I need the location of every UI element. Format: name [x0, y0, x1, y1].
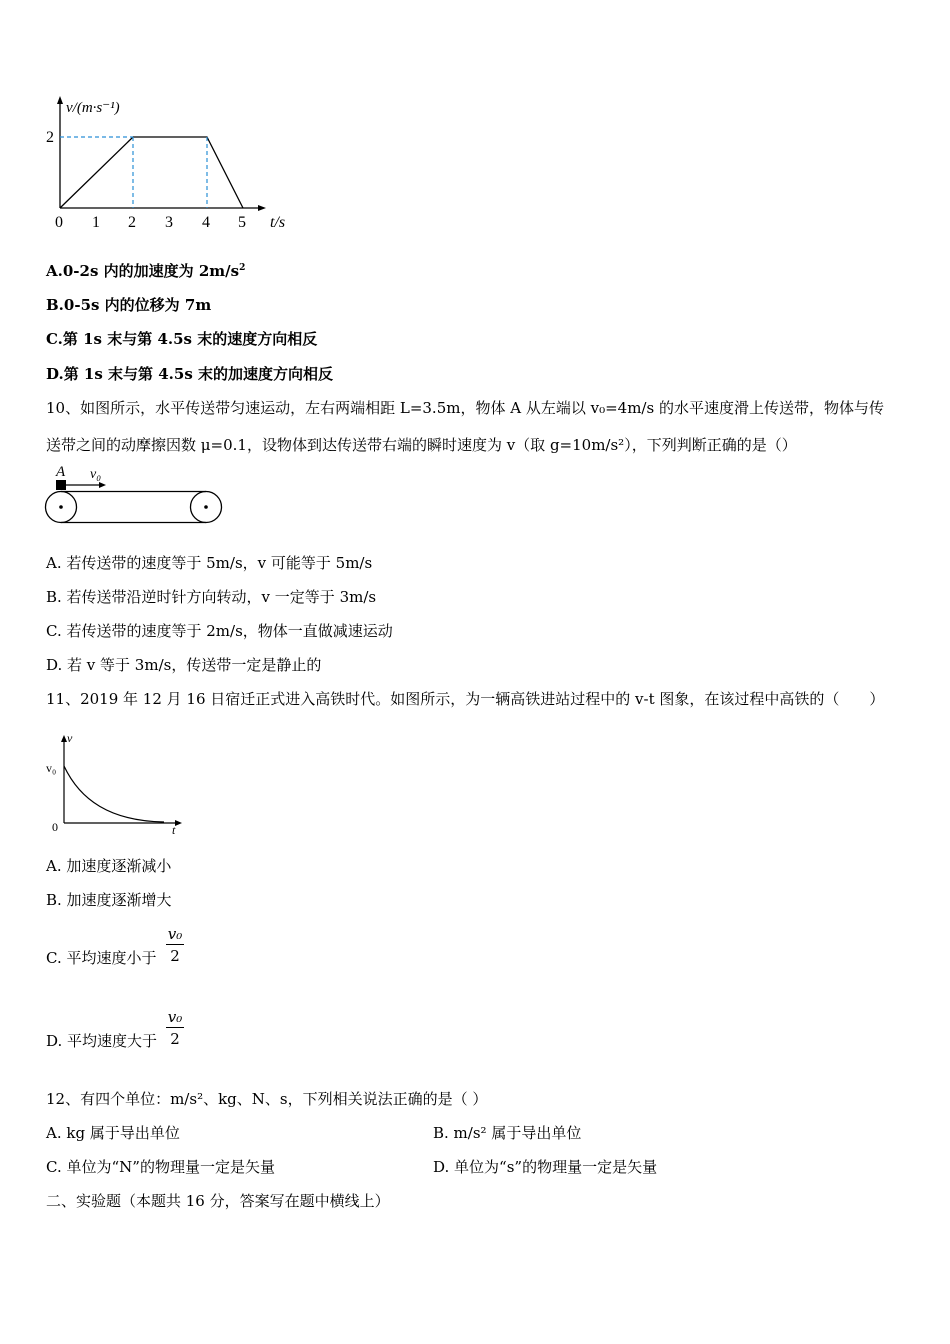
fraction-bar	[166, 944, 184, 945]
graph-t-label: t	[172, 823, 176, 837]
q12-option-a: A. kg 属于导出单位	[46, 1124, 180, 1142]
q9-option-b: B.0-5s 内的位移为 7m	[46, 296, 212, 314]
q11-option-b: B. 加速度逐渐增大	[46, 891, 172, 909]
q12-option-b: B. m/s² 属于导出单位	[433, 1124, 582, 1142]
q11-option-d-fraction	[166, 1009, 184, 1048]
q11-stem: 11、2019 年 12 月 16 日宿迁正式进入高铁时代。如图所示，为一辆高铁进站过程中的 v-t 图象，在该过程中高铁的（ ）	[46, 690, 885, 708]
q9-option-a-sup: 2	[239, 263, 246, 273]
q10-option-b: B. 若传送带沿逆时针方向转动，v 一定等于 3m/s	[46, 588, 377, 606]
graph-origin-label: 0	[52, 820, 58, 834]
y-tick-2: 2	[46, 129, 54, 146]
q9-option-c: C.第 1s 末与第 4.5s 末的速度方向相反	[46, 330, 318, 348]
x-tick-1: 1	[92, 214, 100, 231]
q10-option-d: D. 若 v 等于 3m/s，传送带一定是静止的	[46, 656, 322, 674]
q11-option-d: D. 平均速度大于	[46, 1032, 158, 1050]
graph-v-label: v	[67, 731, 73, 745]
q11-option-a: A. 加速度逐渐减小	[46, 857, 172, 875]
q12-stem: 12、有四个单位：m/s²、kg、N、s，下列相关说法正确的是（ ）	[46, 1090, 488, 1108]
fraction-numerator: v₀	[167, 1008, 183, 1026]
q10-stem-line1: 10、如图所示，水平传送带匀速运动，左右两端相距 L=3.5m，物体 A 从左端以 v₀=4m/s 的水平速度滑上传送带，物体与传	[46, 399, 884, 417]
x-tick-0: 0	[55, 214, 63, 231]
q10-stem-line2: 送带之间的动摩擦因数 μ=0.1，设物体到达传送带右端的瞬时速度为 v（取 g=10m/s²），下列判断正确的是（）	[46, 436, 797, 454]
fraction-denominator: 2	[170, 947, 180, 965]
q9-option-d: D.第 1s 末与第 4.5s 末的加速度方向相反	[46, 365, 334, 383]
fraction-numerator: v₀	[167, 925, 183, 943]
graph-v0-label: v₀	[46, 761, 57, 775]
x-tick-3: 3	[165, 214, 173, 231]
decay-curve	[64, 766, 164, 822]
q12-option-d: D. 单位为“s”的物理量一定是矢量	[433, 1158, 658, 1176]
x-axis-arrow	[175, 820, 182, 826]
section-2-heading: 二、实验题（本题共 16 分，答案写在题中横线上）	[46, 1192, 390, 1210]
label-v0: v₀	[90, 467, 102, 482]
x-tick-5: 5	[238, 214, 246, 231]
label-a: A	[56, 464, 66, 480]
q10-option-a: A. 若传送带的速度等于 5m/s，v 可能等于 5m/s	[46, 554, 373, 572]
x-tick-4: 4	[202, 214, 210, 231]
fraction-denominator: 2	[170, 1030, 180, 1048]
y-axis-label: v/(m·s⁻¹)	[66, 100, 120, 116]
q10-option-c: C. 若传送带的速度等于 2m/s，物体一直做减速运动	[46, 622, 393, 640]
q11-option-c: C. 平均速度小于	[46, 949, 157, 967]
q9-option-a-text: A.0-2s 内的加速度为 2m/s	[46, 262, 240, 280]
fraction-bar	[166, 1027, 184, 1028]
x-tick-2: 2	[128, 214, 136, 231]
q11-option-c-fraction	[166, 926, 184, 965]
x-axis-label: t/s	[270, 214, 286, 231]
q12-option-c: C. 单位为“N”的物理量一定是矢量	[46, 1158, 275, 1176]
